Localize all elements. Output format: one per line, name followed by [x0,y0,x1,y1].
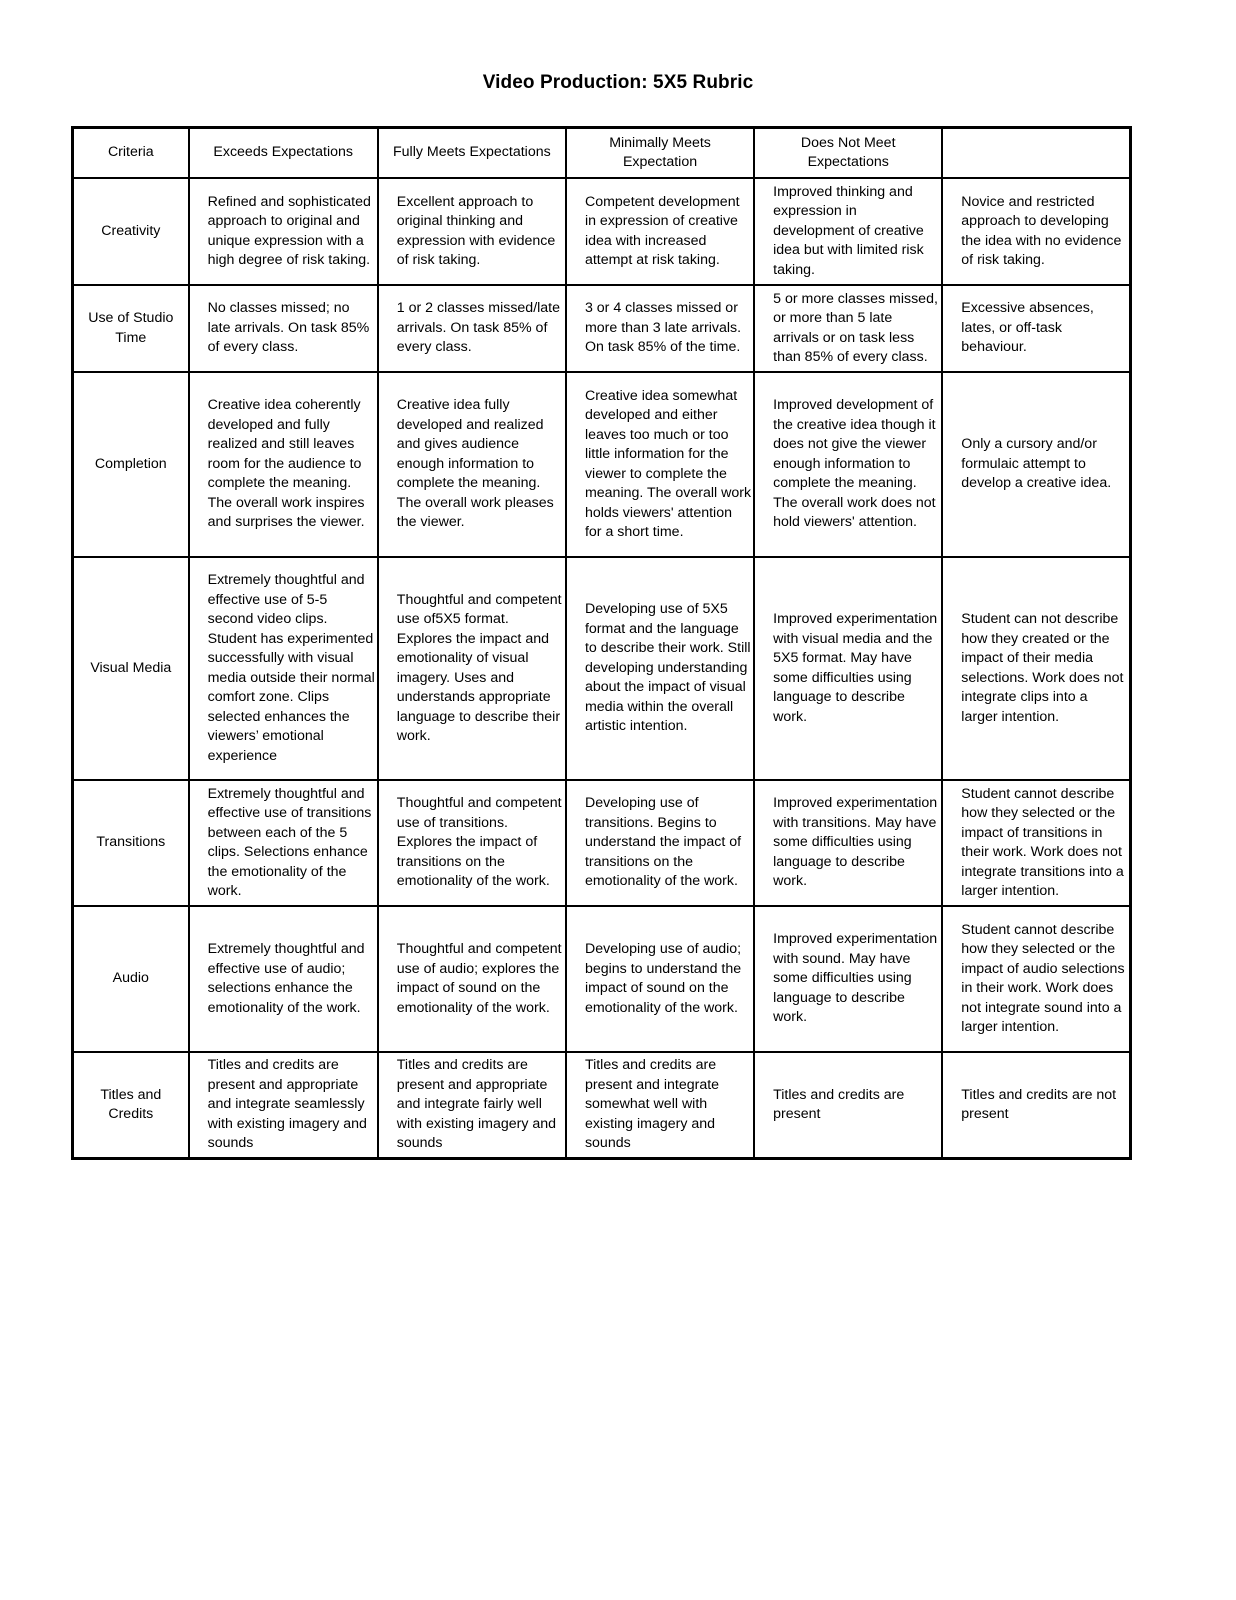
header-criteria: Criteria [73,128,189,179]
criteria-cell: Completion [73,372,189,557]
criteria-cell: Titles and Credits [73,1052,189,1159]
table-row [73,780,1131,906]
rubric-cell: Improved experimentation with sound. May have some difficulties using language to describe work. [754,906,942,1052]
rubric-cell: Extremely thoughtful and effective use of 5-5 second video clips. Student has experimented successfully with visual media outside their normal comfort zone. Clips selected enhances the viewers’ emotional experience [189,557,378,780]
rubric-cell: 3 or 4 classes missed or more than 3 late arrivals. On task 85% of the time. [566,285,754,372]
table-row [73,178,1131,285]
rubric-cell: Only a cursory and/or formulaic attempt to develop a creative idea. [942,372,1130,557]
criteria-cell: Use of Studio Time [73,285,189,372]
document-title: Video Production: 5X5 Rubric [482,72,754,93]
table-row [73,285,1131,372]
rubric-cell: Competent development in expression of creative idea with increased attempt at risk taking. [566,178,754,285]
table-row [73,372,1131,557]
rubric-table [71,126,1132,1160]
table-row [73,557,1131,780]
table-row [73,906,1131,1052]
rubric-cell: Creative idea somewhat developed and either leaves too much or too little information for the viewer to complete the meaning. The overall work holds viewers' attention for a short time. [566,372,754,557]
rubric-cell: Titles and credits are present and appropriate and integrate fairly well with existing imagery and sounds [378,1052,566,1159]
rubric-cell: Titles and credits are not present [942,1052,1130,1159]
rubric-cell: Novice and restricted approach to developing the idea with no evidence of risk taking. [942,178,1130,285]
criteria-cell: Visual Media [73,557,189,780]
criteria-cell: Creativity [73,178,189,285]
rubric-cell: 1 or 2 classes missed/late arrivals. On task 85% of every class. [378,285,566,372]
rubric-cell: Student can not describe how they created or the impact of their media selections. Work does not integrate clips into a larger intention. [942,557,1130,780]
header-fully-meets: Fully Meets Expectations [378,128,566,179]
rubric-cell: Thoughtful and competent use of5X5 format. Explores the impact and emotionality of visual imagery. Uses and understands appropriate language to describe their work. [378,557,566,780]
rubric-cell: 5 or more classes missed, or more than 5 late arrivals or on task less than 85% of every class. [754,285,942,372]
rubric-cell: Improved thinking and expression in development of creative idea but with limited risk taking. [754,178,942,285]
rubric-cell: Creative idea coherently developed and fully realized and still leaves room for the audience to complete the meaning. The overall work inspires and surprises the viewer. [189,372,378,557]
rubric-cell: Excessive absences, lates, or off-task behaviour. [942,285,1130,372]
rubric-cell: Developing use of audio; begins to understand the impact of sound on the emotionality of the work. [566,906,754,1052]
header-blank [942,128,1130,179]
rubric-cell: Improved experimentation with transitions. May have some difficulties using language to describe work. [754,780,942,906]
header-minimally-meets: Minimally Meets Expectation [566,128,754,179]
rubric-cell: Refined and sophisticated approach to original and unique expression with a high degree of risk taking. [189,178,378,285]
rubric-cell: Creative idea fully developed and realized and gives audience enough information to complete the meaning. The overall work pleases the viewer. [378,372,566,557]
rubric-cell: Thoughtful and competent use of audio; explores the impact of sound on the emotionality of the work. [378,906,566,1052]
rubric-cell: Titles and credits are present and appropriate and integrate seamlessly with existing imagery and sounds [189,1052,378,1159]
rubric-cell: Titles and credits are present and integrate somewhat well with existing imagery and sounds [566,1052,754,1159]
rubric-cell: Improved development of the creative idea though it does not give the viewer enough information to complete the meaning. The overall work does not hold viewers' attention. [754,372,942,557]
table-row [73,1052,1131,1159]
rubric-cell: Titles and credits are present [754,1052,942,1159]
rubric-cell: Developing use of 5X5 format and the language to describe their work. Still developing understanding about the impact of visual media within the overall artistic intention. [566,557,754,780]
table-header-row [73,128,1131,179]
rubric-cell: Student cannot describe how they selected or the impact of audio selections in their work. Work does not integrate sound into a larger intention. [942,906,1130,1052]
header-does-not-meet: Does Not Meet Expectations [754,128,942,179]
criteria-cell: Audio [73,906,189,1052]
rubric-cell: Student cannot describe how they selected or the impact of transitions in their work. Work does not integrate transitions into a larger intention. [942,780,1130,906]
rubric-cell: No classes missed; no late arrivals. On task 85% of every class. [189,285,378,372]
criteria-cell: Transitions [73,780,189,906]
header-exceeds: Exceeds Expectations [189,128,378,179]
rubric-cell: Thoughtful and competent use of transitions. Explores the impact of transitions on the emotionality of the work. [378,780,566,906]
rubric-cell: Developing use of transitions. Begins to understand the impact of transitions on the emotionality of the work. [566,780,754,906]
rubric-cell: Extremely thoughtful and effective use of transitions between each of the 5 clips. Selections enhance the emotionality of the work. [189,780,378,906]
rubric-cell: Extremely thoughtful and effective use of audio; selections enhance the emotionality of the work. [189,906,378,1052]
rubric-cell: Improved experimentation with visual media and the 5X5 format. May have some difficulties using language to describe work. [754,557,942,780]
rubric-cell: Excellent approach to original thinking and expression with evidence of risk taking. [378,178,566,285]
